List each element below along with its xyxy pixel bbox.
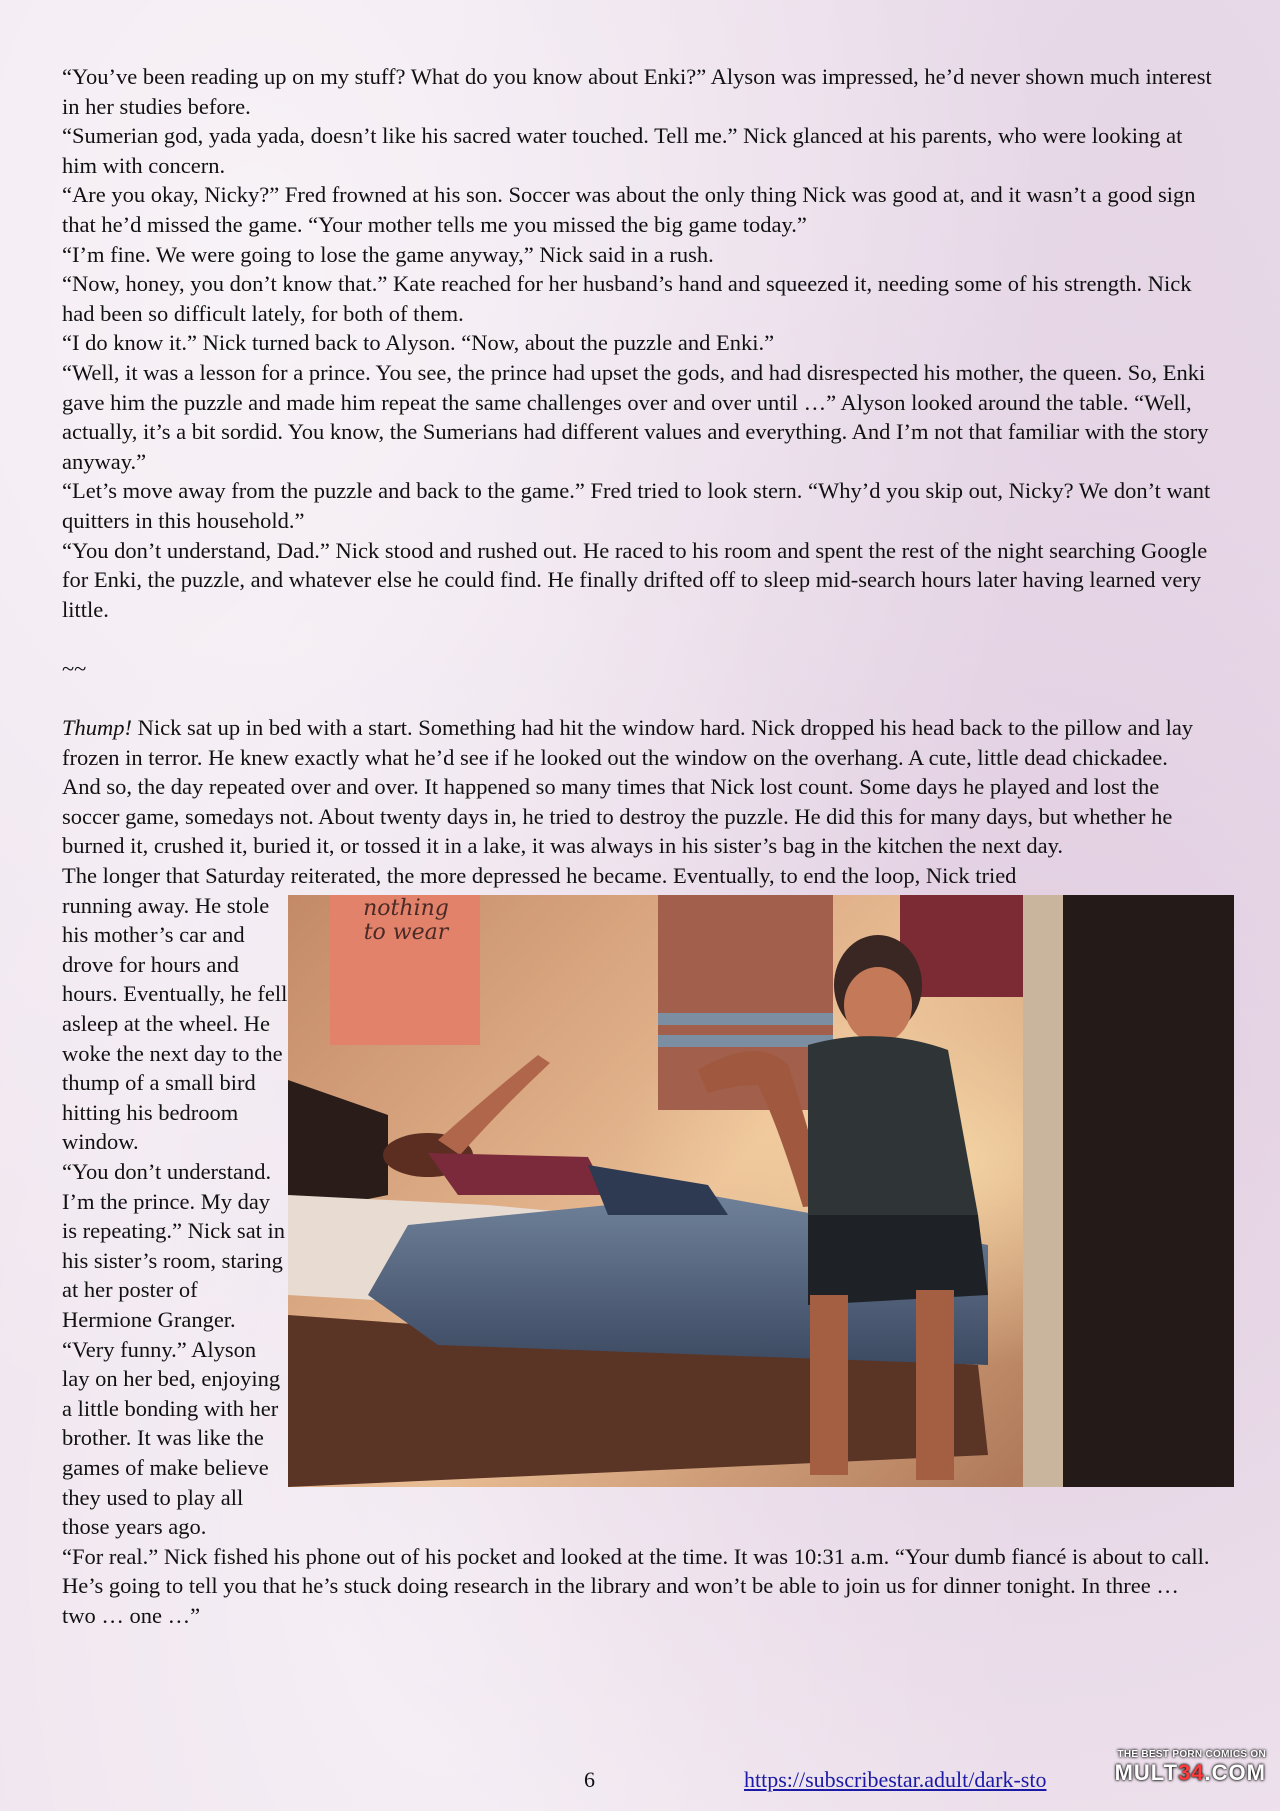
story-text: [62, 62, 1214, 1630]
blank-line: [62, 624, 1214, 654]
watermark-logo-part: MULT: [1114, 1760, 1179, 1785]
paragraph-repeat: And so, the day repeated over and over. It happened so many times that Nick lost count. Some days he played and lost the soccer game, somedays not. About twenty days in, he tried to destroy the puzzle. He did this for many days, but whether he burned it, crushed it, buried it, or tossed it in a lake, it was always in his sister’s bag in the kitchen the next day.: [62, 774, 1173, 859]
paragraph: “I’m fine. We were going to lose the game anyway,” Nick said in a rush.: [62, 241, 714, 267]
paragraph-funny: “Very funny.” Alyson lay on her bed, enjoying a little bonding with her brother. It was like the games of make believe they used to play all those years ago.: [62, 1336, 281, 1540]
paragraph-longer-start: The longer that Saturday reiterated, the more depressed he became. Eventually, to end the loop, Nick tried: [62, 863, 1017, 889]
watermark-logo: [1115, 1760, 1266, 1786]
subscribestar-link[interactable]: https://subscribestar.adult/dark-sto: [744, 1767, 1047, 1792]
bedroom-illustration: [288, 895, 1234, 1487]
watermark-tagline: THE BEST PORN COMICS ON: [1117, 1749, 1266, 1760]
paragraph: “I do know it.” Nick turned back to Alyson. “Now, about the puzzle and Enki.”: [62, 330, 775, 356]
paragraph-real: “For real.” Nick fished his phone out of his pocket and looked at the time. It was 10:31 a.m. “Your dumb fiancé is about to call. He’s going to tell you that he’s stuck doing research in the library and won’t be able to join us for dinner tonight. In three … two … one …”: [62, 1543, 1210, 1628]
blank-line: [62, 683, 1214, 713]
thump-rest: Nick sat up in bed with a start. Something had hit the window hard. Nick dropped his head back to the pillow and lay frozen in terror. He knew exactly what he’d see if he looked out the window on the overhang. A cute, little dead chickadee.: [62, 715, 1194, 770]
page-number: 6: [584, 1767, 595, 1792]
paragraph: “Well, it was a lesson for a prince. You see, the prince had upset the gods, and had disrespected his mother, the queen. So, Enki gave him the puzzle and made him repeat the same challenges over and over until …” Alyson looked around the table. “Well, actually, it’s a bit sordid. You know, the Sumerians had different values and everything. And I’m not that familiar with the story anyway.”: [62, 359, 1209, 474]
paragraph: “You don’t understand, Dad.” Nick stood and rushed out. He raced to his room and spent the rest of the night searching Google for Enki, the puzzle, and whatever else he could find. He finally drifted off to sleep mid-search hours later having learned very little.: [62, 537, 1208, 622]
paragraph: “Sumerian god, yada yada, doesn’t like his sacred water touched. Tell me.” Nick glanced at his parents, who were looking at him with concern.: [62, 123, 1183, 178]
paragraph: “You’ve been reading up on my stuff? What do you know about Enki?” Alyson was impressed, he’d never shown much interest in her studies before.: [62, 64, 1212, 119]
paragraph-longer-rest: running away. He stole his mother’s car and drove for hours and hours. Eventually, he fell asleep at the wheel. He woke the next day to the thump of a small bird hitting his bedroom window.: [62, 892, 288, 1155]
paragraph: “Now, honey, you don’t know that.” Kate reached for her husband’s hand and squeezed it, needing some of his strength. Nick had been so difficult lately, for both of them.: [62, 271, 1192, 326]
paragraph: “Are you okay, Nicky?” Fred frowned at his son. Soccer was about the only thing Nick was good at, and it wasn’t a good sign that he’d missed the game. “Your mother tells me you missed the big game today.”: [62, 182, 1196, 237]
watermark-logo-part: .COM: [1204, 1760, 1266, 1785]
paragraph-thump: [62, 713, 1214, 772]
section-separator: ~~: [62, 655, 87, 681]
paragraph-prince: “You don’t understand. I’m the prince. My day is repeating.” Nick sat in his sister’s room, staring at her poster of Hermione Granger.: [62, 1158, 286, 1332]
paragraph: “Let’s move away from the puzzle and back to the game.” Fred tried to look stern. “Why’d you skip out, Nicky? We don’t want quitters in this household.”: [62, 478, 1211, 533]
poster-text: to wear: [363, 919, 449, 945]
watermark-logo-part: 34: [1178, 1760, 1205, 1785]
watermark: [1115, 1749, 1266, 1786]
thump-word: Thump!: [62, 715, 133, 741]
poster-text: nothing: [363, 895, 449, 921]
